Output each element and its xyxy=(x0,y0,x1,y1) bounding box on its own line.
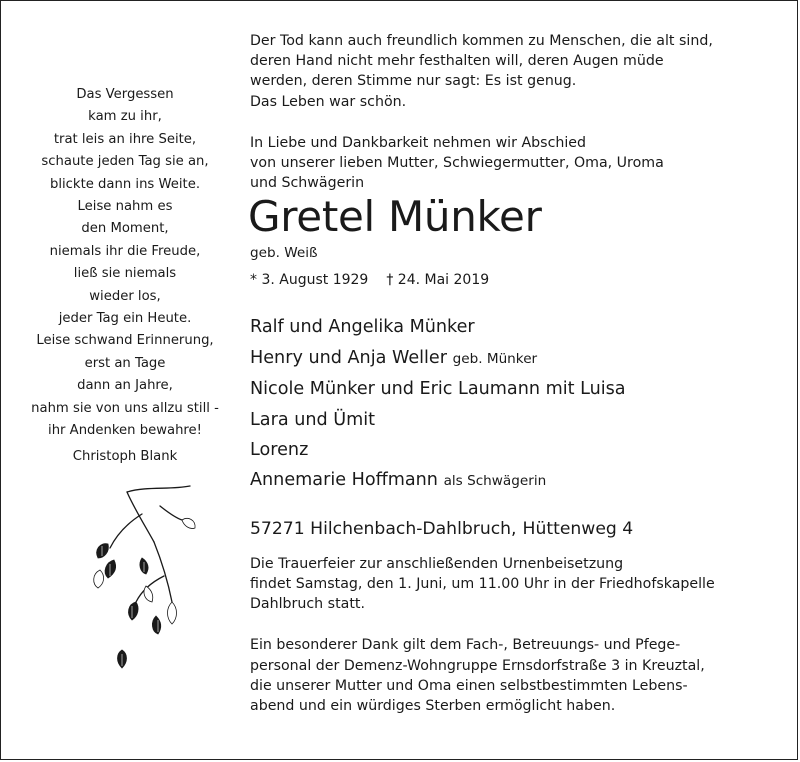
poem-line: kam zu ihr, xyxy=(88,109,162,125)
poem-line: dann an Jahre, xyxy=(77,378,173,394)
intro-quote xyxy=(250,31,785,112)
family-name: Ralf und Angelika Münker xyxy=(250,317,475,338)
birth-date: * 3. August 1929 xyxy=(250,272,369,289)
address xyxy=(250,519,785,539)
poem-line: schaute jeden Tag sie an, xyxy=(41,154,209,170)
farewell-text xyxy=(250,133,785,194)
address-street: Hüttenweg 4 xyxy=(522,518,634,539)
intro-line: deren Hand nicht mehr festhalten will, deren Augen müde xyxy=(250,53,664,70)
intro-line: werden, deren Stimme nur sagt: Es ist genug. xyxy=(250,73,577,90)
family-entry xyxy=(250,312,785,342)
farewell-line: und Schwägerin xyxy=(250,175,365,192)
family-entry xyxy=(250,435,785,465)
poem-line: ihr Andenken bewahre! xyxy=(48,423,202,439)
poem-author: Christoph Blank xyxy=(72,448,178,464)
family-entry xyxy=(250,343,785,374)
funeral-notice xyxy=(250,554,785,615)
family-name: Henry und Anja Weller xyxy=(250,347,447,368)
death-date: † 24. Mai 2019 xyxy=(386,272,490,289)
family-entry xyxy=(250,405,785,435)
falling-leaves-illustration xyxy=(72,484,202,684)
thanks-line: Ein besonderer Dank gilt dem Fach-, Betreuungs- und Pfege- xyxy=(250,637,681,654)
family-entry xyxy=(250,374,785,404)
family-note: als Schwägerin xyxy=(443,473,547,490)
farewell-line: von unserer lieben Mutter, Schwiegermutter, Oma, Uroma xyxy=(250,155,664,172)
deceased-name: Gretel Münker xyxy=(248,192,542,242)
poem-line: Leise nahm es xyxy=(77,199,173,215)
family-name: Nicole Münker und Eric Laumann mit Luisa xyxy=(250,379,626,400)
thanks-line: abend und ein würdiges Sterben ermöglicht haben. xyxy=(250,698,616,715)
notice-main xyxy=(250,31,785,716)
poem-line: trat leis an ihre Seite, xyxy=(53,131,197,147)
farewell-line: In Liebe und Dankbarkeit nehmen wir Abschied xyxy=(250,134,587,151)
funeral-notice-line: Die Trauerfeier zur anschließenden Urnenbeisetzung xyxy=(250,555,624,572)
poem-line: blickte dann ins Weite. xyxy=(49,176,201,192)
birth-name: geb. Weiß xyxy=(250,245,318,262)
poem-line: Leise schwand Erinnerung, xyxy=(36,333,214,349)
family-entry xyxy=(250,465,785,496)
address-city: 57271 Hilchenbach-Dahlbruch, xyxy=(250,518,517,539)
family-name: Lara und Ümit xyxy=(250,409,376,430)
family-note: geb. Münker xyxy=(452,350,538,367)
poem-line: wieder los, xyxy=(89,288,161,304)
poem-line: Das Vergessen xyxy=(76,87,174,102)
poem-line: jeder Tag ein Heute. xyxy=(58,311,192,327)
intro-line: Der Tod kann auch freundlich kommen zu Menschen, die alt sind, xyxy=(250,33,713,49)
thanks-line: personal der Demenz-Wohngruppe Ernsdorfstraße 3 in Kreuztal, xyxy=(250,657,705,674)
funeral-notice-line: findet Samstag, den 1. Juni, um 11.00 Uhr in der Friedhofskapelle xyxy=(250,576,715,593)
thanks-line: die unserer Mutter und Oma einen selbstbestimmten Lebens- xyxy=(250,677,688,694)
funeral-notice-line: Dahlbruch statt. xyxy=(250,596,365,613)
life-dates xyxy=(250,272,785,288)
poem-line: den Moment, xyxy=(81,221,169,237)
poem-line: nahm sie von uns allzu still - xyxy=(31,400,219,416)
poem-line: ließ sie niemals xyxy=(73,266,177,282)
family-name: Annemarie Hoffmann xyxy=(250,470,438,491)
poem xyxy=(20,84,230,468)
intro-line: Das Leben war schön. xyxy=(250,93,407,110)
poem-line: niemals ihr die Freude, xyxy=(49,243,201,259)
thanks-text xyxy=(250,635,785,716)
poem-line: erst an Tage xyxy=(84,355,166,371)
family-list xyxy=(250,312,785,496)
family-name: Lorenz xyxy=(250,440,309,461)
